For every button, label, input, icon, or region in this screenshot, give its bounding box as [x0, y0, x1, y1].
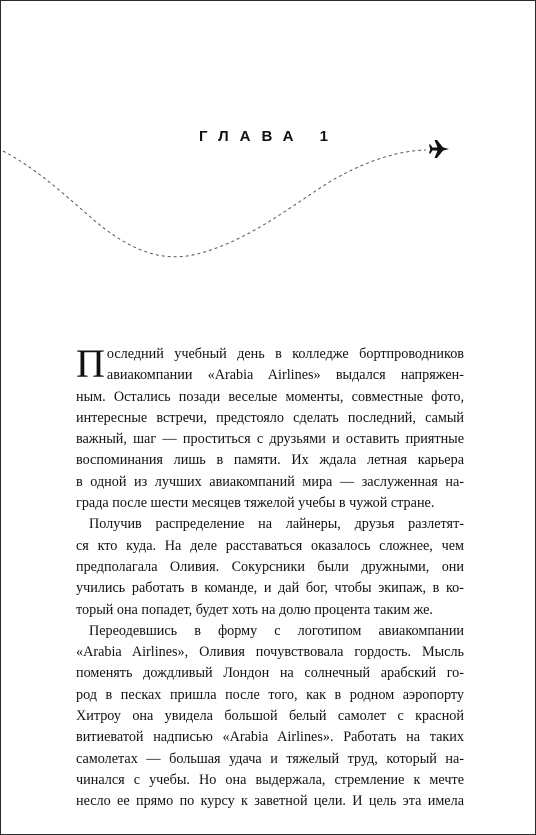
text-line: предполагала Оливия. Сокурсники были дружными, они [76, 558, 464, 575]
text-line: чинался с учебы. Но она выдержала, стремление к мечте [76, 771, 464, 788]
text-line: несло ее прямо по курсу к заветной цели. И цель эта имела [76, 793, 464, 810]
text-line: Хитроу она увидела большой белый самолет с красной [76, 708, 464, 725]
text-line: самолетах — большая удача и тяжелый труд, который на- [76, 750, 464, 767]
text-line: Переодевшись в форму с логотипом авиакомпании [89, 622, 464, 639]
dashed-flight-path [3, 150, 426, 257]
text-line: ся кто куда. На деле расставаться оказалось сложнее, чем [76, 537, 464, 554]
text-line: ным. Остались позади веселые моменты, совместные фото, [76, 388, 464, 405]
flight-path-illustration [1, 1, 536, 301]
chapter-title: ГЛАВА 1 [199, 128, 339, 145]
text-line: оследний учебный день в колледже бортпроводников [106, 346, 464, 362]
text-line: «Arabia Airlines», Оливия почувствовала гордость. Мысль [76, 644, 464, 661]
text-line: града после шести месяцев тяжелой учебы в чужой стране. [76, 495, 435, 512]
text-line: род в песках пришла после того, как в родном аэропорту [76, 686, 464, 703]
text-line: важный, шаг — проститься с друзьями и оставить приятные [76, 431, 464, 448]
text-line: поменять дождливый Лондон на солнечный арабский го- [76, 665, 464, 682]
text-line: воспоминания лишь в памяти. Их ждала летная карьера [76, 452, 464, 469]
paragraph-1 [76, 341, 464, 514]
text-line: в одной из лучших авиакомпаний мира — заслуженная на- [76, 473, 464, 490]
paragraph-3 [76, 621, 464, 813]
text-line: Получив распределение на лайнеры, друзья разлетят- [89, 516, 464, 533]
text-line: учились работать в команде, и дай бог, чтобы экипаж, в ко- [76, 580, 464, 597]
paragraph-2 [76, 514, 464, 620]
drop-cap: П [76, 341, 105, 386]
text-line: витиеватой надписью «Arabia Airlines». Работать на таких [76, 729, 464, 746]
text-line: интересные встречи, предстояло сделать последний, самый [76, 409, 464, 426]
body-text [76, 341, 464, 813]
text-line: торый она попадет, будет хоть на долю процента таким же. [76, 601, 433, 618]
text-line: авиакомпании «Arabia Airlines» выдался напряжен- [106, 367, 464, 384]
